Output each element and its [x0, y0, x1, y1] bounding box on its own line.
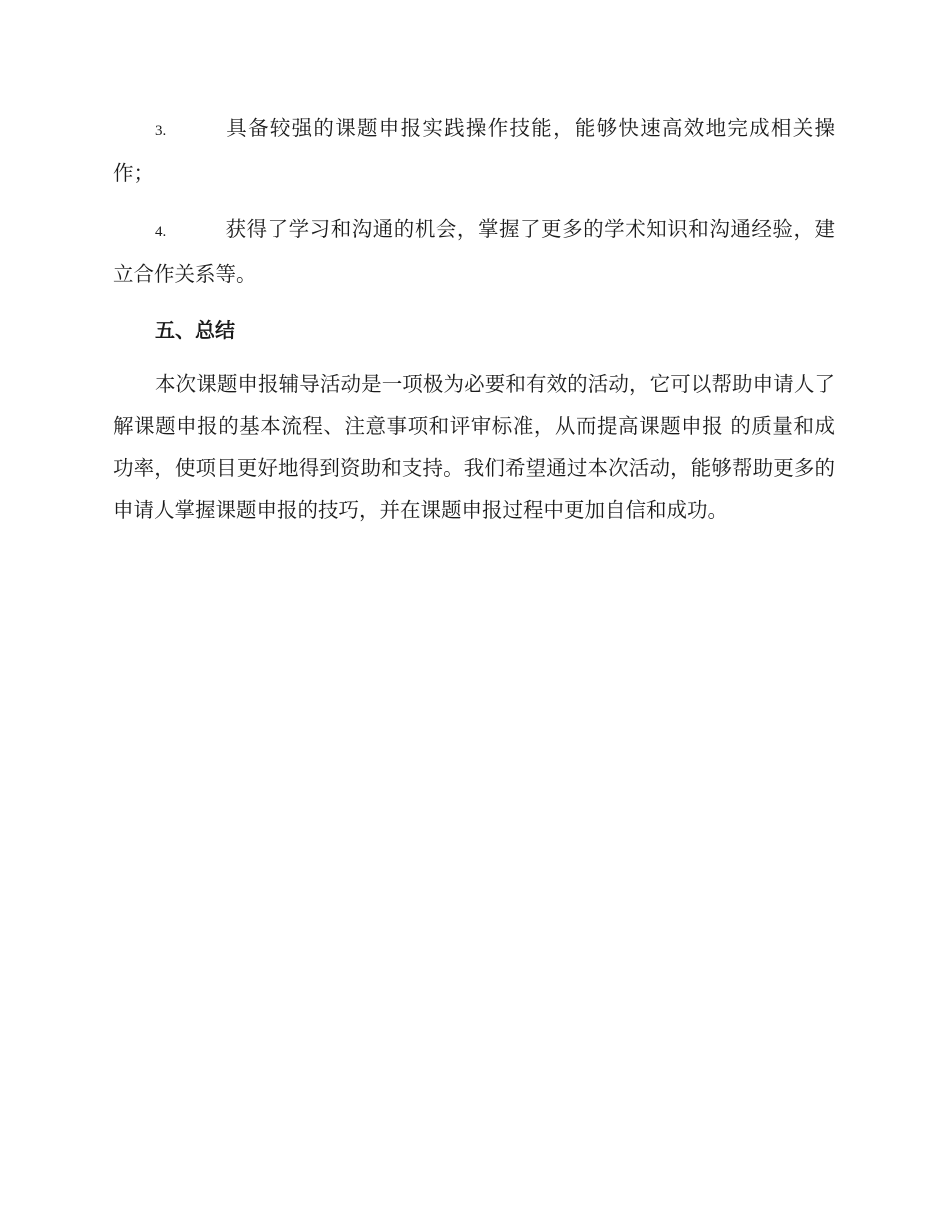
list-item-3 [113, 107, 835, 194]
document-body [113, 107, 835, 531]
list-item-text: 具备较强的课题申报实践操作技能，能够快速高效地完成相关操作； [113, 116, 835, 185]
list-number: 3. [155, 123, 167, 139]
list-item-text: 获得了学习和沟通的机会，掌握了更多的学术知识和沟通经验，建立合作关系等。 [113, 217, 835, 286]
section-heading: 五、总结 [155, 318, 235, 342]
summary-paragraph: 本次课题申报辅导活动是一项极为必要和有效的活动，它可以帮助申请人了解课题申报的基本流程、注意事项和评审标准，从而提高课题申报 的质量和成功率，使项目更好地得到资助和支持。我们希望通过本次活动，能够帮助更多的申请人掌握课题申报的技巧，并在课题申报过程中更加自信和成功。 [113, 372, 835, 522]
list-item-4 [113, 208, 835, 295]
list-number: 4. [155, 224, 167, 240]
